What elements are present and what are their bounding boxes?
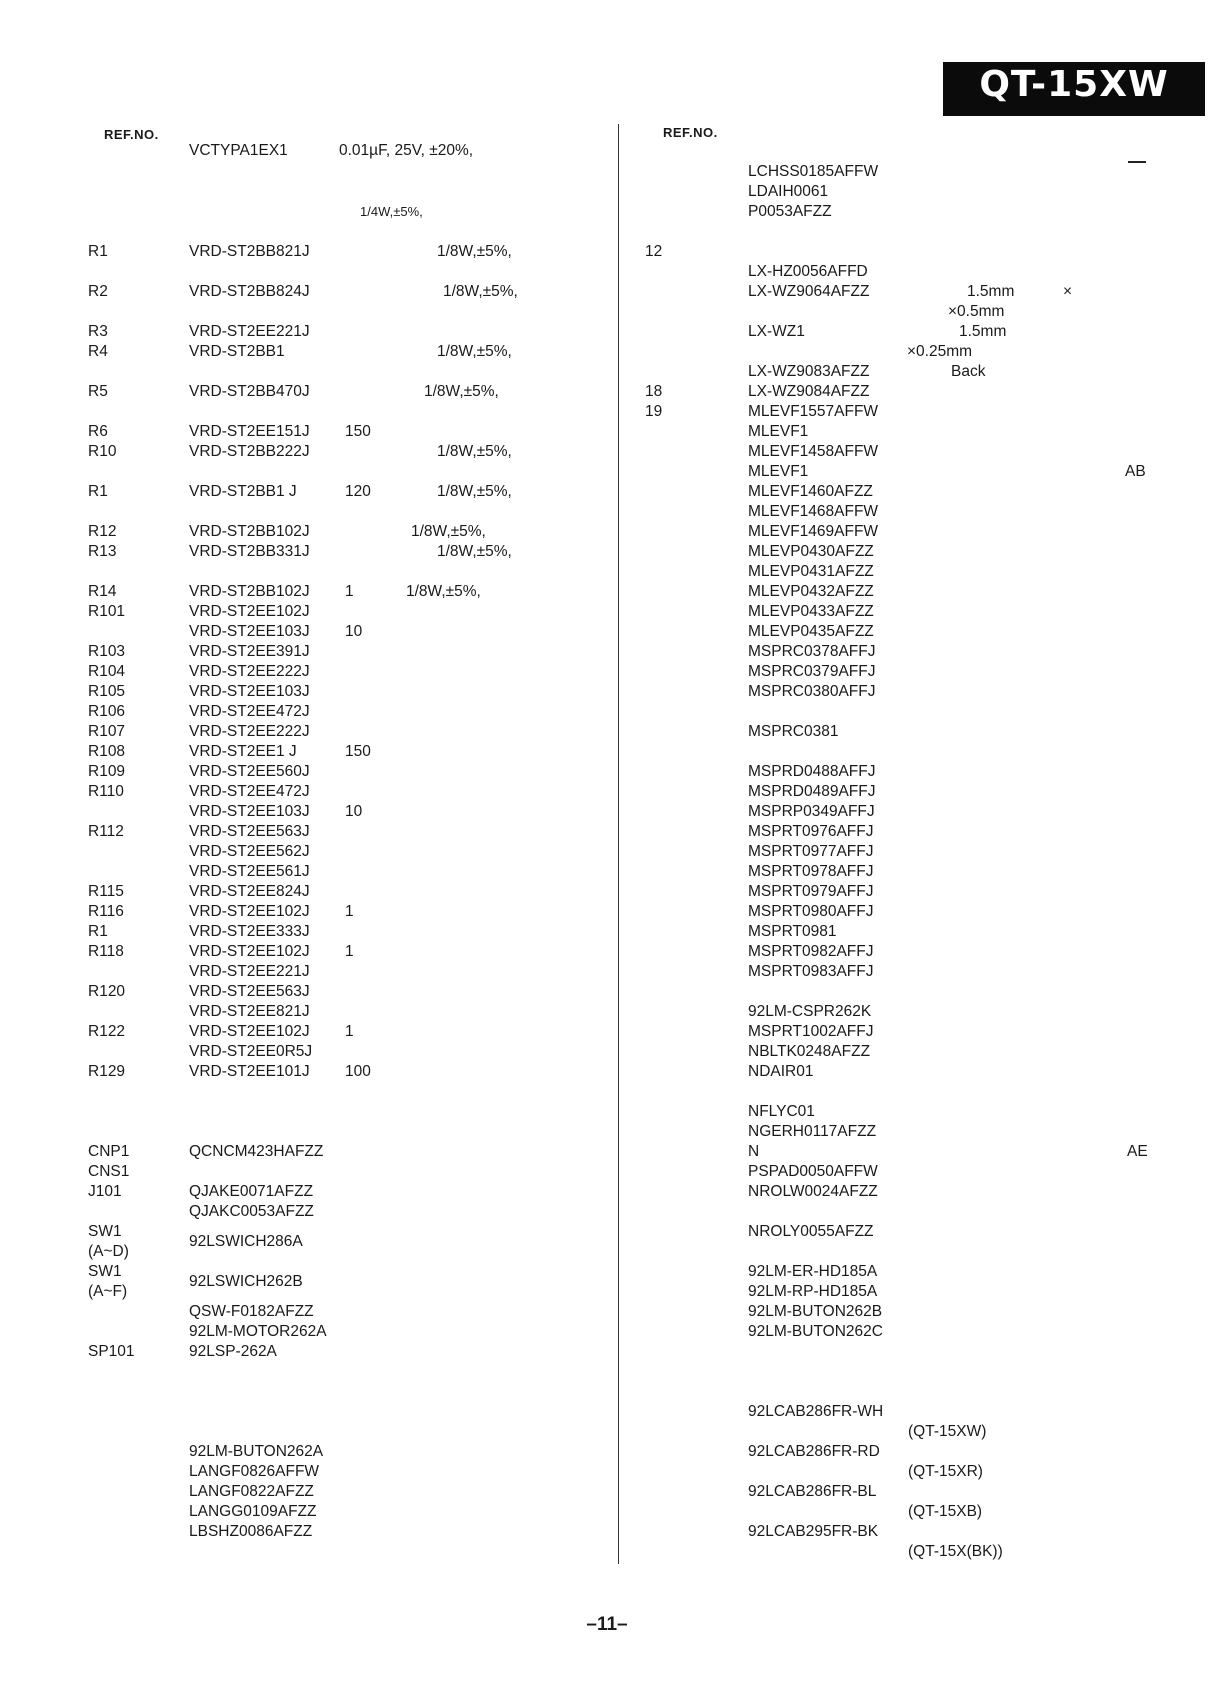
part-spec: 1.5mm <box>959 323 1007 340</box>
part-code: MLEVP0433AFZZ <box>748 603 874 620</box>
part-spec: (QT-15X(BK)) <box>908 1543 1003 1560</box>
part-code: MSPRT0979AFFJ <box>748 883 874 900</box>
part-code: VRD-ST2EE101J <box>189 1063 310 1080</box>
part-spec: 1/4W,±5%, <box>360 204 423 219</box>
part-code: LX-WZ9084AFZZ <box>748 383 870 400</box>
part-val: 1 <box>345 1023 354 1040</box>
part-ref: R109 <box>88 763 126 780</box>
part-ref: R10 <box>88 443 117 460</box>
part-code: 92LCAB286FR-RD <box>748 1443 880 1460</box>
part-ref: R6 <box>88 423 108 440</box>
part-code: MLEVF1469AFFW <box>748 523 879 540</box>
part-code: MSPRC0378AFFJ <box>748 643 876 660</box>
part-code: VRD-ST2EE102J <box>189 1023 310 1040</box>
part-code: LCHSS0185AFFW <box>748 163 879 180</box>
part-code: MSPRD0489AFFJ <box>748 783 876 800</box>
part-spec: 1/8W,±5%, <box>443 283 518 300</box>
part-code: VRD-ST2EE824J <box>189 883 310 900</box>
part-ref: 19 <box>645 403 663 420</box>
part-code: 92LCAB286FR-WH <box>748 1403 884 1420</box>
part-code: MSPRT0981 <box>748 923 837 940</box>
part-ref: R3 <box>88 323 108 340</box>
part-code: VRD-ST2EE333J <box>189 923 310 940</box>
part-code: MSPRT1002AFFJ <box>748 1023 874 1040</box>
part-code: VRD-ST2BB1 J <box>189 483 297 500</box>
part-code: 92LM-BUTON262A <box>189 1443 324 1460</box>
part-code: 92LM-BUTON262B <box>748 1303 883 1320</box>
part-code: VRD-ST2EE472J <box>189 703 310 720</box>
part-code: MSPRT0983AFFJ <box>748 963 874 980</box>
part-code: MSPRD0488AFFJ <box>748 763 876 780</box>
part-spec: 1.5mm <box>967 283 1015 300</box>
part-val: 150 <box>345 743 371 760</box>
part-code: LX-WZ9083AFZZ <box>748 363 870 380</box>
part-code: VRD-ST2EE1 J <box>189 743 297 760</box>
part-code: QJAKE0071AFZZ <box>189 1183 314 1200</box>
part-val: 1 <box>345 943 354 960</box>
part-code: VRD-ST2EE151J <box>189 423 310 440</box>
part-ref: R4 <box>88 343 108 360</box>
part-code: VRD-ST2EE103J <box>189 683 310 700</box>
part-ref: R14 <box>88 583 117 600</box>
part-code: 92LM-ER-HD185A <box>748 1263 878 1280</box>
part-mark: AE <box>1127 1143 1148 1160</box>
left-ref-header: REF.NO. <box>104 127 159 142</box>
part-spec: (QT-15XW) <box>908 1423 987 1440</box>
part-code: MSPRT0976AFFJ <box>748 823 874 840</box>
part-code: MSPRT0978AFFJ <box>748 863 874 880</box>
part-ref: R104 <box>88 663 126 680</box>
part-code: MLEVF1557AFFW <box>748 403 879 420</box>
part-code: 92LM-RP-HD185A <box>748 1283 878 1300</box>
part-spec: 1/8W,±5%, <box>411 523 486 540</box>
part-code: LANGF0822AFZZ <box>189 1483 314 1500</box>
part-code: VRD-ST2EE221J <box>189 323 310 340</box>
part-code: MSPRC0381 <box>748 723 839 740</box>
part-code: VRD-ST2EE561J <box>189 863 310 880</box>
column-divider <box>618 124 619 1564</box>
part-code: LDAIH0061 <box>748 183 829 200</box>
part-code: 92LSWICH286A <box>189 1233 303 1250</box>
part-code: 92LSP-262A <box>189 1343 277 1360</box>
part-spec: (QT-15XR) <box>908 1463 983 1480</box>
part-code: VRD-ST2EE222J <box>189 723 310 740</box>
part-code: MSPRC0379AFFJ <box>748 663 876 680</box>
part-code: VRD-ST2EE102J <box>189 603 310 620</box>
part-ref: R107 <box>88 723 126 740</box>
part-code: VRD-ST2EE102J <box>189 943 310 960</box>
part-ref: SW1 <box>88 1223 122 1240</box>
part-ref: R1 <box>88 483 108 500</box>
part-val: 1 <box>345 903 354 920</box>
part-code: MLEVF1468AFFW <box>748 503 879 520</box>
part-code: VRD-ST2BB331J <box>189 543 310 560</box>
part-ref: R110 <box>88 783 124 800</box>
part-val: 10 <box>345 803 363 820</box>
part-spec: 1/8W,±5%, <box>437 543 512 560</box>
part-code: LANGF0826AFFW <box>189 1463 320 1480</box>
part-code: VRD-ST2BB222J <box>189 443 310 460</box>
part-ref: R1 <box>88 923 108 940</box>
part-code: VRD-ST2EE0R5J <box>189 1043 313 1060</box>
part-val: 150 <box>345 423 371 440</box>
part-spec: Back <box>951 363 986 380</box>
part-code: MLEVF1460AFZZ <box>748 483 873 500</box>
part-spec: (QT-15XB) <box>908 1503 983 1520</box>
part-code: VRD-ST2BB470J <box>189 383 310 400</box>
part-code: NBLTK0248AFZZ <box>748 1043 871 1060</box>
part-ref: SP101 <box>88 1343 135 1360</box>
part-code: LBSHZ0086AFZZ <box>189 1523 313 1540</box>
part-val: 1 <box>345 583 354 600</box>
part-ref: (A~D) <box>88 1243 129 1260</box>
part-code: VRD-ST2BB102J <box>189 583 310 600</box>
part-code: VRD-ST2EE103J <box>189 803 310 820</box>
part-code: 92LCAB286FR-BL <box>748 1483 877 1500</box>
part-spec: 0.01µF, 25V, ±20%, <box>339 142 474 159</box>
part-code: MLEVF1 <box>748 463 809 480</box>
part-spec: 1/8W,±5%, <box>437 343 512 360</box>
part-code: VRD-ST2EE222J <box>189 663 310 680</box>
part-code: VRD-ST2BB824J <box>189 283 310 300</box>
part-code: VRD-ST2EE221J <box>189 963 310 980</box>
part-ref: R120 <box>88 983 126 1000</box>
part-code: MLEVF1458AFFW <box>748 443 879 460</box>
part-code: N <box>748 1143 760 1160</box>
part-spec: 1/8W,±5%, <box>424 383 499 400</box>
part-spec: ×0.5mm <box>948 303 1005 320</box>
part-val: 10 <box>345 623 363 640</box>
part-code: LX-WZ1 <box>748 323 805 340</box>
part-code: 92LCAB295FR-BK <box>748 1523 879 1540</box>
part-ref: R1 <box>88 243 108 260</box>
part-ref: R103 <box>88 643 126 660</box>
part-code: VCTYPA1EX1 <box>189 142 288 159</box>
part-code: VRD-ST2EE103J <box>189 623 310 640</box>
part-code: VRD-ST2EE102J <box>189 903 310 920</box>
part-code: VRD-ST2BB102J <box>189 523 310 540</box>
part-code: VRD-ST2EE391J <box>189 643 310 660</box>
part-code: MSPRT0982AFFJ <box>748 943 874 960</box>
part-code: NDAIR01 <box>748 1063 814 1080</box>
part-code: MLEVP0431AFZZ <box>748 563 874 580</box>
part-code: VRD-ST2EE563J <box>189 823 310 840</box>
part-mark: × <box>1063 283 1073 300</box>
part-spec: 1/8W,±5%, <box>437 243 512 260</box>
part-ref: R108 <box>88 743 126 760</box>
part-ref: 12 <box>645 243 663 260</box>
part-ref: R118 <box>88 943 124 960</box>
part-ref: R112 <box>88 823 124 840</box>
part-code: 92LSWICH262B <box>189 1273 303 1290</box>
part-code: VRD-ST2EE560J <box>189 763 310 780</box>
part-code: 92LM-MOTOR262A <box>189 1323 327 1340</box>
model-title: QT-15XW <box>979 64 1169 105</box>
part-code: NROLY0055AFZZ <box>748 1223 874 1240</box>
part-ref: 18 <box>645 383 663 400</box>
part-code: QJAKC0053AFZZ <box>189 1203 314 1220</box>
part-code: QCNCM423HAFZZ <box>189 1143 324 1160</box>
part-val: 120 <box>345 483 371 500</box>
part-code: MSPRT0980AFFJ <box>748 903 874 920</box>
part-code: MLEVP0430AFZZ <box>748 543 874 560</box>
part-ref: CNP1 <box>88 1143 130 1160</box>
part-code: VRD-ST2EE563J <box>189 983 310 1000</box>
part-ref: R115 <box>88 883 124 900</box>
part-code: NFLYC01 <box>748 1103 815 1120</box>
part-code: MSPRC0380AFFJ <box>748 683 876 700</box>
part-ref: R101 <box>88 603 126 620</box>
part-code: VRD-ST2BB1 <box>189 343 285 360</box>
part-ref: R105 <box>88 683 126 700</box>
part-ref: R2 <box>88 283 108 300</box>
part-spec: 1/8W,±5%, <box>437 483 512 500</box>
part-spec: 1/8W,±5%, <box>437 443 512 460</box>
part-ref: R129 <box>88 1063 126 1080</box>
part-ref: CNS1 <box>88 1163 130 1180</box>
part-spec: ×0.25mm <box>907 343 973 360</box>
part-ref: R13 <box>88 543 117 560</box>
part-code: VRD-ST2EE472J <box>189 783 310 800</box>
part-ref: R5 <box>88 383 108 400</box>
part-code: MLEVP0432AFZZ <box>748 583 874 600</box>
right-ref-header: REF.NO. <box>663 125 718 140</box>
part-code: LX-HZ0056AFFD <box>748 263 868 280</box>
part-mark: AB <box>1125 463 1146 480</box>
part-val: 100 <box>345 1063 371 1080</box>
part-code: QSW-F0182AFZZ <box>189 1303 314 1320</box>
part-code: VRD-ST2EE562J <box>189 843 310 860</box>
part-code: MSPRP0349AFFJ <box>748 803 875 820</box>
part-code: NGERH0117AFZZ <box>748 1123 877 1140</box>
part-code: LANGG0109AFZZ <box>189 1503 317 1520</box>
part-code: VRD-ST2BB821J <box>189 243 310 260</box>
part-code: MLEVF1 <box>748 423 809 440</box>
part-ref: R12 <box>88 523 117 540</box>
part-code: 92LM-CSPR262K <box>748 1003 872 1020</box>
part-code: MSPRT0977AFFJ <box>748 843 874 860</box>
part-ref: SW1 <box>88 1263 122 1280</box>
part-code: 92LM-BUTON262C <box>748 1323 883 1340</box>
part-ref: R116 <box>88 903 124 920</box>
part-code: VRD-ST2EE821J <box>189 1003 310 1020</box>
part-spec: 1/8W,±5%, <box>406 583 481 600</box>
part-code: MLEVP0435AFZZ <box>748 623 874 640</box>
page-number: –11– <box>586 1614 628 1635</box>
part-ref: R122 <box>88 1023 126 1040</box>
part-code: LX-WZ9064AFZZ <box>748 283 870 300</box>
dash-mark <box>1128 161 1146 163</box>
part-ref: R106 <box>88 703 126 720</box>
part-code: P0053AFZZ <box>748 203 832 220</box>
part-code: NROLW0024AFZZ <box>748 1183 878 1200</box>
part-code: PSPAD0050AFFW <box>748 1163 878 1180</box>
part-ref: J101 <box>88 1183 122 1200</box>
part-ref: (A~F) <box>88 1283 128 1300</box>
model-banner <box>943 62 1205 116</box>
